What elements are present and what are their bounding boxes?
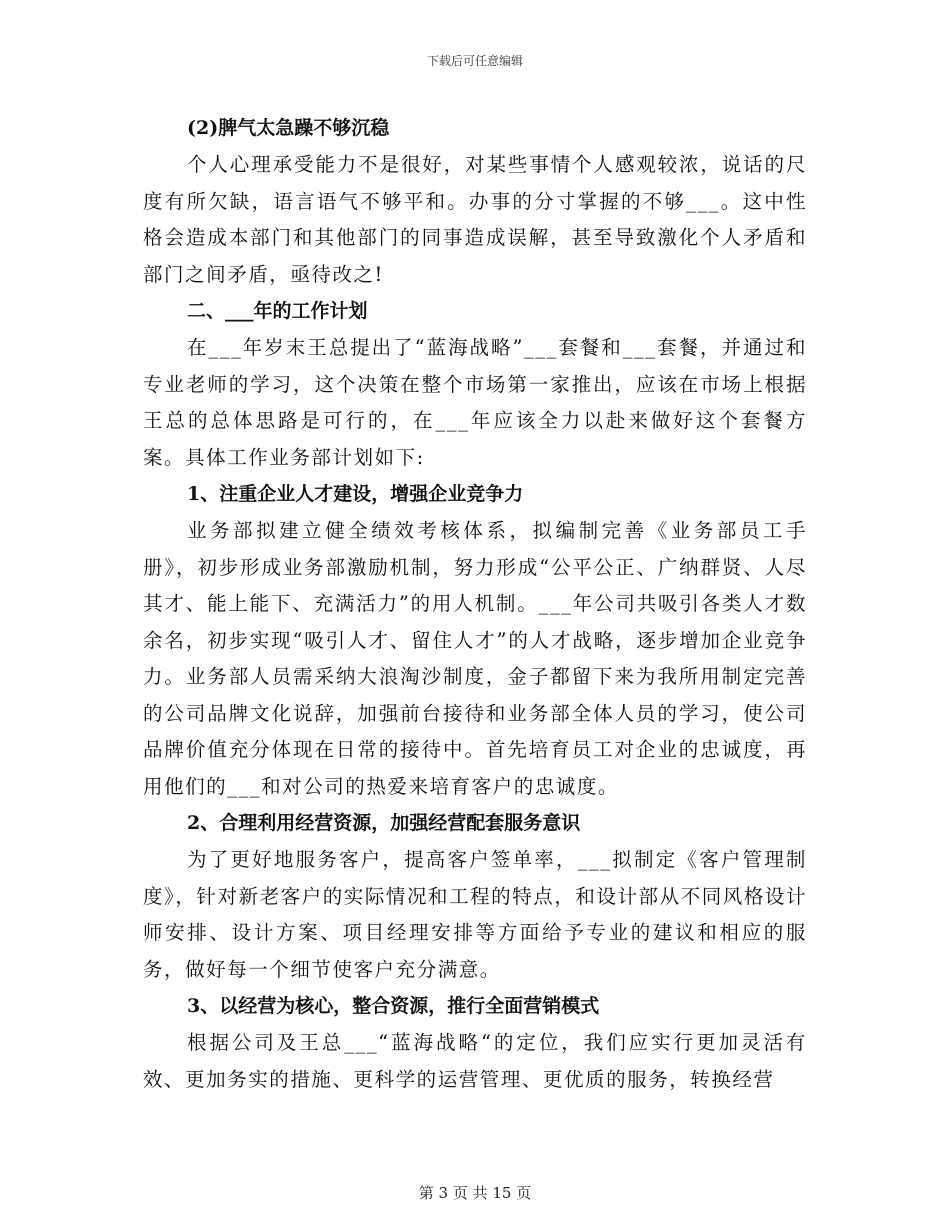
page-footer: 第 3 页 共 15 页 xyxy=(418,1184,532,1202)
document-body xyxy=(143,110,807,1098)
paragraph: 根据公司及王总___“蓝海战略“的定位，我们应实行更加灵活有效、更加务实的措施、更科学的运营管理、更优质的服务，转换经营 xyxy=(143,1031,807,1091)
section-heading: 1、注重企业人才建设，增强企业竞争力 xyxy=(187,483,524,505)
section-heading: 二、___年的工作计划 xyxy=(187,300,368,322)
section-heading: 2、合理利用经营资源，加强经营配套服务意识 xyxy=(187,812,581,834)
paragraph: 个人心理承受能力不是很好，对某些事情个人感观较浓，说话的尺度有所欠缺，语言语气不够平和。办事的分寸掌握的不够___。这中性格会造成本部门和其他部门的同事造成误解，甚至导致激化个人矛盾和部门之间矛盾，亟待改之! xyxy=(143,153,807,286)
page-header: 下载后可任意编辑 xyxy=(426,54,523,68)
paragraph: 业务部拟建立健全绩效考核体系，拟编制完善《业务部员工手册》，初步形成业务部激励机制，努力形成“公平公正、广纳群贤、人尽其才、能上能下、充满活力”的用人机制。___年公司共吸引各类人才数余名，初步实现“吸引人才、留住人才”的人才战略，逐步增加企业竞争力。业务部人员需采纳大浪淘沙制度，金子都留下来为我所用制定完善的公司品牌文化说辞，加强前台接待和业务部全体人员的学习，使公司品牌价值充分体现在日常的接待中。首先培育员工对企业的忠诚度，再用他们的___和对公司的热爱来培育客户的忠诚度。 xyxy=(143,519,807,798)
section-heading: (2)脾气太急躁不够沉稳 xyxy=(187,117,390,139)
section-heading: 3、以经营为核心，整合资源，推行全面营销模式 xyxy=(187,995,600,1017)
paragraph: 为了更好地服务客户，提高客户签单率，___拟制定《客户管理制度》，针对新老客户的实际情况和工程的特点，和设计部从不同风格设计师安排、设计方案、项目经理安排等方面给予专业的建议和相应的服务，做好每一个细节使客户充分满意。 xyxy=(143,848,807,981)
paragraph: 在___年岁末王总提出了“蓝海战略”___套餐和___套餐，并通过和专业老师的学习，这个决策在整个市场第一家推出，应该在市场上根据王总的总体思路是可行的，在___年应该全力以赴来做好这个套餐方案。具体工作业务部计划如下: xyxy=(143,336,807,469)
